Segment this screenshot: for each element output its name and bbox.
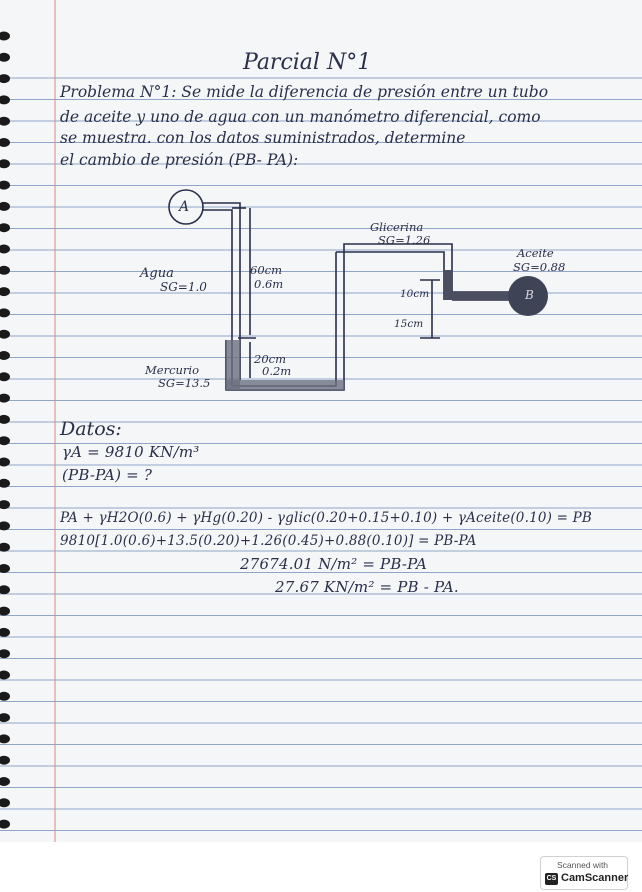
mercury-sg: SG=13.5 — [158, 376, 211, 390]
glycerin-sg: SG=1.26 — [378, 233, 431, 247]
mercury-label: Mercurio — [145, 363, 200, 377]
problem-line-3: se muestra. con los datos suministrados, determine — [60, 129, 466, 147]
page-title: Parcial N°1 — [243, 50, 372, 75]
water-label: Agua — [140, 266, 174, 281]
problem-line-2: de aceite y uno de agua con un manómetro diferencial, como — [60, 108, 541, 126]
mercury-bottom-fill — [226, 380, 344, 390]
point-b-label: B — [525, 288, 534, 302]
equation-4: 27.67 KN/m² = PB - PA. — [275, 578, 459, 596]
camscanner-logo-icon: CS — [545, 873, 558, 885]
oil-sg: SG=0.88 — [513, 260, 566, 274]
oil-column-fill — [444, 270, 452, 300]
datos-gamma: γA = 9810 KN/m³ — [62, 443, 200, 461]
oil-pipe-fill — [452, 292, 512, 300]
glycerin-label: Glicerina — [370, 220, 424, 234]
right-tube — [336, 244, 452, 370]
height-0-6m: 0.6m — [254, 277, 284, 291]
problem-line-1: Problema N°1: Se mide la diferencia de presión entre un tubo — [60, 83, 549, 101]
water-sg: SG=1.0 — [160, 280, 207, 294]
equation-3: 27674.01 N/m² = PB-PA — [240, 555, 428, 573]
equation-2: 9810[1.0(0.6)+13.5(0.20)+1.26(0.45)+0.88(0.10)] = PB-PA — [60, 533, 477, 549]
height-15cm: 15cm — [394, 318, 424, 330]
oil-label: Aceite — [517, 246, 554, 260]
datos-unknown: (PB-PA) = ? — [62, 466, 153, 484]
problem-line-4: el cambio de presión (PB- PA): — [60, 151, 299, 169]
datos-heading: Datos: — [60, 418, 122, 440]
camscanner-name: CamScanner — [561, 872, 629, 884]
point-a-label: A — [179, 199, 190, 215]
height-20cm: 20cm — [254, 352, 286, 366]
camscanner-badge — [540, 856, 628, 890]
scanned-with-text: Scanned with — [557, 860, 609, 870]
height-0-2m: 0.2m — [262, 364, 292, 378]
equation-1: PA + γH2O(0.6) + γHg(0.20) - γglic(0.20+0.15+0.10) + γAceite(0.10) = PB — [60, 510, 593, 526]
height-60cm: 60cm — [250, 263, 282, 277]
height-10cm: 10cm — [400, 288, 430, 300]
